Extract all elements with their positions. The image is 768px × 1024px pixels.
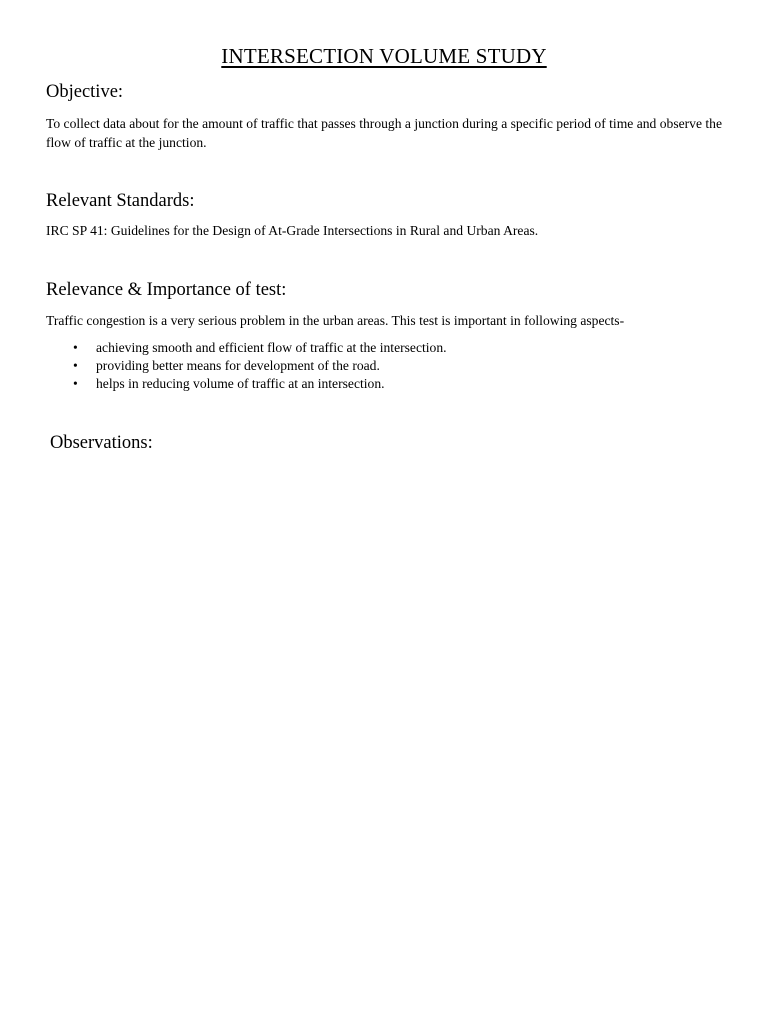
standards-heading: Relevant Standards: bbox=[46, 191, 195, 211]
list-item bbox=[46, 375, 447, 393]
bullet-icon: • bbox=[73, 376, 78, 391]
relevance-text: Traffic congestion is a very serious problem in the urban areas. This test is important in following aspects- bbox=[46, 313, 625, 328]
list-item-text: providing better means for development of the road. bbox=[96, 358, 380, 373]
objective-text: To collect data about for the amount of traffic that passes through a junction during a specific period of time and observe the flow of traffic at the junction. bbox=[46, 116, 723, 150]
objective-heading: Objective: bbox=[46, 82, 124, 102]
list-item bbox=[46, 339, 447, 357]
standards-text: IRC SP 41: Guidelines for the Design of At-Grade Intersections in Rural and Urban Areas. bbox=[46, 223, 539, 238]
list-item-text: helps in reducing volume of traffic at an intersection. bbox=[96, 376, 385, 391]
bullet-icon: • bbox=[73, 340, 78, 355]
bullet-icon: • bbox=[73, 358, 78, 373]
list-item-text: achieving smooth and efficient flow of traffic at the intersection. bbox=[96, 340, 447, 355]
document-title: INTERSECTION VOLUME STUDY bbox=[221, 44, 547, 68]
relevance-bullet-list bbox=[46, 339, 447, 393]
observations-heading: Observations: bbox=[50, 433, 153, 453]
list-item bbox=[46, 357, 447, 375]
relevance-heading: Relevance & Importance of test: bbox=[46, 280, 287, 300]
